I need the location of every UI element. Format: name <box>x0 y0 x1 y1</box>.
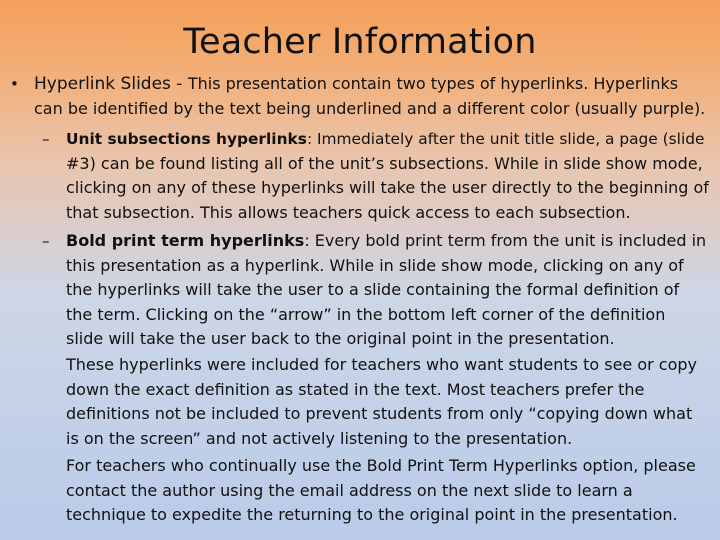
sub2-line-2: this presentation as a hyperlink. While in slide show mode, clicking on any of <box>66 255 684 275</box>
sub1-text-1: : Immediately after the unit title slide, a page (slide <box>306 130 705 148</box>
bullet-heading: Hyperlink Slides - <box>34 74 188 94</box>
para1-line-1: These hyperlinks were included for teachers who want students to see or copy <box>66 355 698 374</box>
sub2-line-4: the term. Clicking on the “arrow” in the bottom left corner of the definition <box>66 304 666 324</box>
sub2-line-5: slide will take the user back to the original point in the presentation. <box>66 329 615 349</box>
bullet-text-1: This presentation contain two types of hyperlinks. Hyperlinks <box>187 74 679 93</box>
sub1-line-2: #3) can be found listing all of the unit’s subsections. While in slide show mode, <box>66 153 703 173</box>
bullet-marker: • <box>10 75 19 93</box>
slide-title: Teacher Information <box>183 22 537 62</box>
sub1-line-3: clicking on any of these hyperlinks will take the user directly to the beginning of <box>66 178 709 198</box>
para1-line-4: is on the screen” and not actively listening to the presentation. <box>66 428 573 448</box>
para2-line-3: technique to expedite the returning to the original point in the presentation. <box>66 505 678 525</box>
sub2-marker: – <box>42 232 50 250</box>
sub2-line-3: the hyperlinks will take the user to a slide containing the formal definition of <box>66 280 680 300</box>
para2-line-1: For teachers who continually use the Bold Print Term Hyperlinks option, please <box>66 456 696 475</box>
sub2-heading: Bold print term hyperlinks <box>66 231 305 250</box>
para2-line-2: contact the author using the email address on the next slide to learn a <box>66 480 633 500</box>
bullet-line-1 <box>34 72 678 97</box>
sub1-marker: – <box>42 130 50 148</box>
para1-line-2: down the exact definition as stated in the text. Most teachers prefer the <box>66 379 645 399</box>
sub1-line-1 <box>66 127 704 152</box>
sub1-line-4: that subsection. This allows teachers quick access to each subsection. <box>66 202 631 222</box>
sub1-heading: Unit subsections hyperlinks <box>66 130 307 148</box>
sub2-text-1: : Every bold print term from the unit is included in <box>304 231 707 250</box>
para1-line-3: definitions not be included to prevent students from only “copying down what <box>66 404 693 424</box>
bullet-line-2: can be identified by the text being underlined and a different color (usually purple). <box>34 98 706 118</box>
sub2-line-1 <box>66 229 706 254</box>
